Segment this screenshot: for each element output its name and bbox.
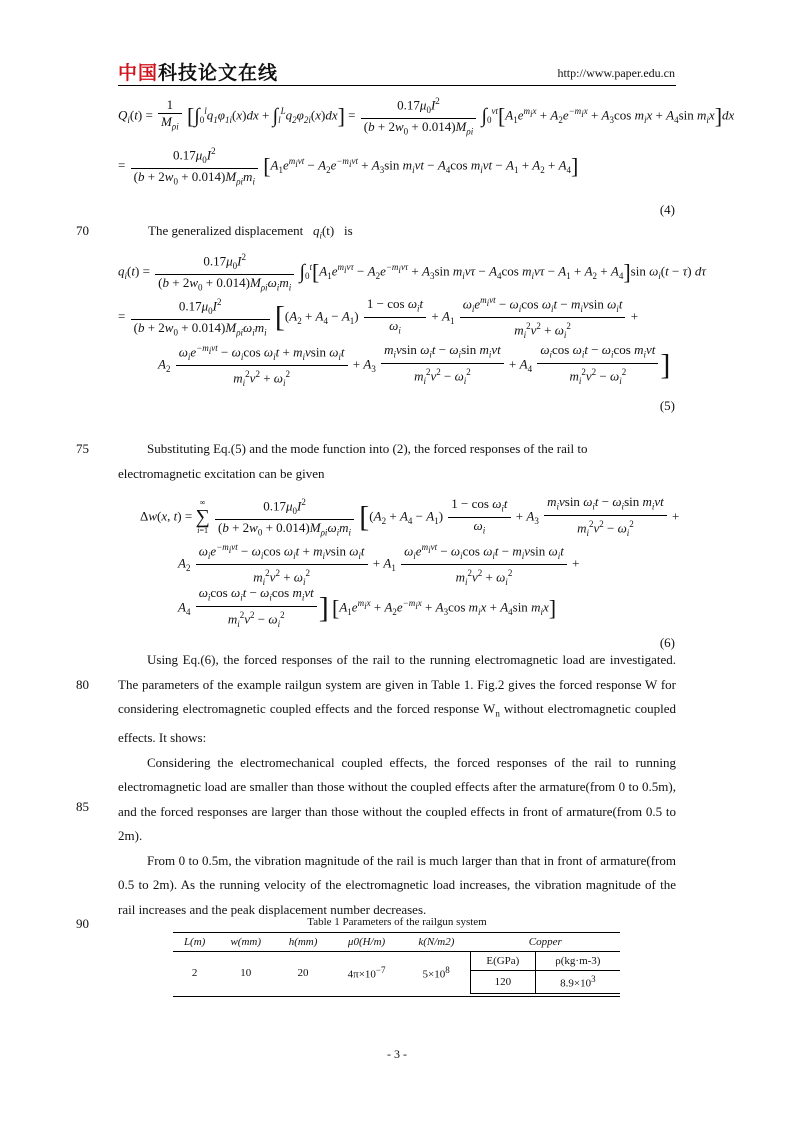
- generalized-displacement-intro: The generalized displacement $q_i(t)$ is: [148, 223, 353, 241]
- table-cell: $4\pi\times 10^{-7}$: [347, 964, 386, 981]
- table-header: Copper: [470, 933, 620, 952]
- table-cell: $5\times 10^8$: [402, 952, 470, 994]
- paragraph-coupled-effects: Considering the electromechanical coupled effects, the forced responses of the rail to running electromagnetic load are smaller than those without the coupled effects after the armature(from 0 to 0.5m), and the forced responses are larger than those without the coupled effects in front of armature(from 0.5 to 2m).: [118, 754, 676, 844]
- line-number-70: 70: [76, 223, 89, 238]
- equation-5-line1: $q_i(t)$ = $\frac{0.17\mu_0I^2}{(b + 2w_0 + 0.014)M_{\rho i}\omega_im_i}$ $\int_0^t[A_1e^{m_iv\tau} - A_2e^{-m_iv\tau} + A_3\sin$ $m_iv\tau - A_4\cos$ $m_iv\tau - A_1 + A_2 + A_4]\sin$ $\omega_i(t - \tau)$ dτ: [118, 249, 706, 296]
- equation-number-5: (5): [659, 398, 675, 413]
- table-header: h(mm): [275, 933, 331, 952]
- line-number-90: 90: [76, 916, 89, 931]
- journal-logo: 中国科技论文在线: [118, 62, 279, 84]
- table-cell: 10: [240, 966, 252, 979]
- parameters-table: [173, 932, 620, 994]
- table-cell: 20: [297, 966, 309, 979]
- table-header: L(m): [173, 933, 216, 952]
- table-bottom-rule-fix: [173, 996, 620, 997]
- equation-number-4: (4): [659, 202, 675, 217]
- paragraph-using-eq6: Using Eq.(6), the forced responses of the rail to the running electromagnetic load are investigated. The parameters of the example railgun system are given in Table 1. Fig.2 gives the forced response W for considering electromagnetic coupled effects and the forced response $W_n$ without electromagnetic coupled effects. It shows:: [118, 652, 676, 746]
- results-paragraphs: [118, 648, 676, 922]
- table-header: μ0(H/m): [331, 933, 402, 952]
- equation-6-line1: Δw(x, t) = ∞ ∑ i=1 $\frac{0.17\mu_0I^2}{(b + 2w_0 + 0.014)M_{\rho i}\omega_im_i}$ [$(A_2 + A_4 - A_1)$ $\frac{1 - \cos \omega_it}{\omega_i}$ + $A_3$ $\frac{m_ivsin \omega_it - \omega_i\sin m_ivt}{m_i^2v^2 - \omega_i^2}$ +: [140, 494, 680, 538]
- paragraph-vibration-magnitude: From 0 to 0.5m, the vibration magnitude of the rail is much larger than that in front of armature(from 0.5 to 2m). As the running velocity of the electromagnetic load increases, the vibration magnitude of the rail increases and the peak displacement number decreases.: [118, 852, 676, 917]
- equation-5-line2: = $\frac{0.17\mu_0I^2}{(b + 2w_0 + 0.014)M_{\rho i}\omega_im_i}$ [$(A_2 + A_4 - A_1)$ $\frac{1 - \cos \omega_it}{\omega_i}$ + $A_1$ $\frac{\omega_ie^{m_ivt} - \omega_i\cos \omega_it - m_ivsin \omega_it}{m_i^2v^2 + \omega_i^2}$ +: [118, 292, 638, 343]
- table-header: k(N/m2): [402, 933, 470, 952]
- equation-4-line2: = $\frac{0.17\mu_0I^2}{(b + 2w_0 + 0.014)M_{\rho i}m_i}$ [$A_1e^{m_ivt} - A_2e^{-m_ivt} + A_3\sin$ $m_ivt - A_4\cos$ $m_ivt - A_1 + A_2 + A_4$]: [118, 143, 578, 190]
- equation-6-line3: $A_4$ $\frac{\omega_i\cos \omega_it - \omega_i\cos m_ivt}{m_i^2v^2 - \omega_i^2}$ ] [$A_1e^{m_ix} + A_2e^{-m_ix} + A_3\cos$ $m_ix + A_4\sin$ $m_ix$]: [178, 585, 557, 629]
- header-rule: [118, 85, 676, 86]
- equation-5-line3: $A_2$ $\frac{\omega_ie^{-m_ivt} - \omega_i\cos \omega_it + m_ivsin \omega_it}{m_i^2v^2 + \omega_i^2}$ + $A_3$ $\frac{m_ivsin \omega_it - \omega_i\sin m_ivt}{m_i^2v^2 - \omega_i^2}$ + $A_4$ $\frac{\omega_i\cos \omega_it - \omega_i\cos m_ivt}{m_i^2v^2 - \omega_i^2}$ ]: [158, 340, 670, 391]
- table-header: w(mm): [216, 933, 275, 952]
- line-number-80: 80: [76, 677, 89, 692]
- substitution-paragraph: Substituting Eq.(5) and the mode function into (2), the forced responses of the rail to electromagnetic excitation can be given: [118, 441, 588, 481]
- page-number: - 3 -: [387, 1047, 407, 1061]
- line-number-85: 85: [76, 799, 89, 814]
- table-cell: 2: [191, 966, 198, 979]
- table-subheader: E(GPa): [470, 952, 535, 971]
- equation-number-6: (6): [659, 635, 675, 650]
- line-number-75: 75: [76, 441, 89, 456]
- equation-6-line2: $A_2$ $\frac{\omega_ie^{-m_ivt} - \omega_i\cos \omega_it + m_ivsin \omega_it}{m_i^2v^2 + \omega_i^2}$ + $A_1$ $\frac{\omega_ie^{m_ivt} - \omega_i\cos \omega_it - m_ivsin \omega_it}{m_i^2v^2 + \omega_i^2}$ +: [178, 539, 579, 590]
- table-cell: $8.9\times 10^3$: [535, 971, 620, 994]
- table-subheader: ρ(kg·m-3): [535, 952, 620, 971]
- table-cell: 120: [470, 971, 535, 994]
- header-url[interactable]: http://www.paper.edu.cn: [557, 66, 675, 80]
- table-caption: Table 1 Parameters of the railgun system: [307, 916, 487, 928]
- equation-4-line1: $Q_i(t)$ = $\frac{1}{M_{\rho i}}$ $[\int_0^lq_1\varphi_{1i}(x)dx + \int_l^Lq_2\varphi_{2i}(x)dx]$ = $\frac{0.17\mu_0I^2}{(b + 2w_0 + 0.014)M_{\rho i}}$ $\int_0^{vt}[A_1e^{m_ix} + A_2e^{-m_ix} + A_3\cos$ $m_ix + A_4\sin$ $m_ix]dx$: [118, 93, 734, 140]
